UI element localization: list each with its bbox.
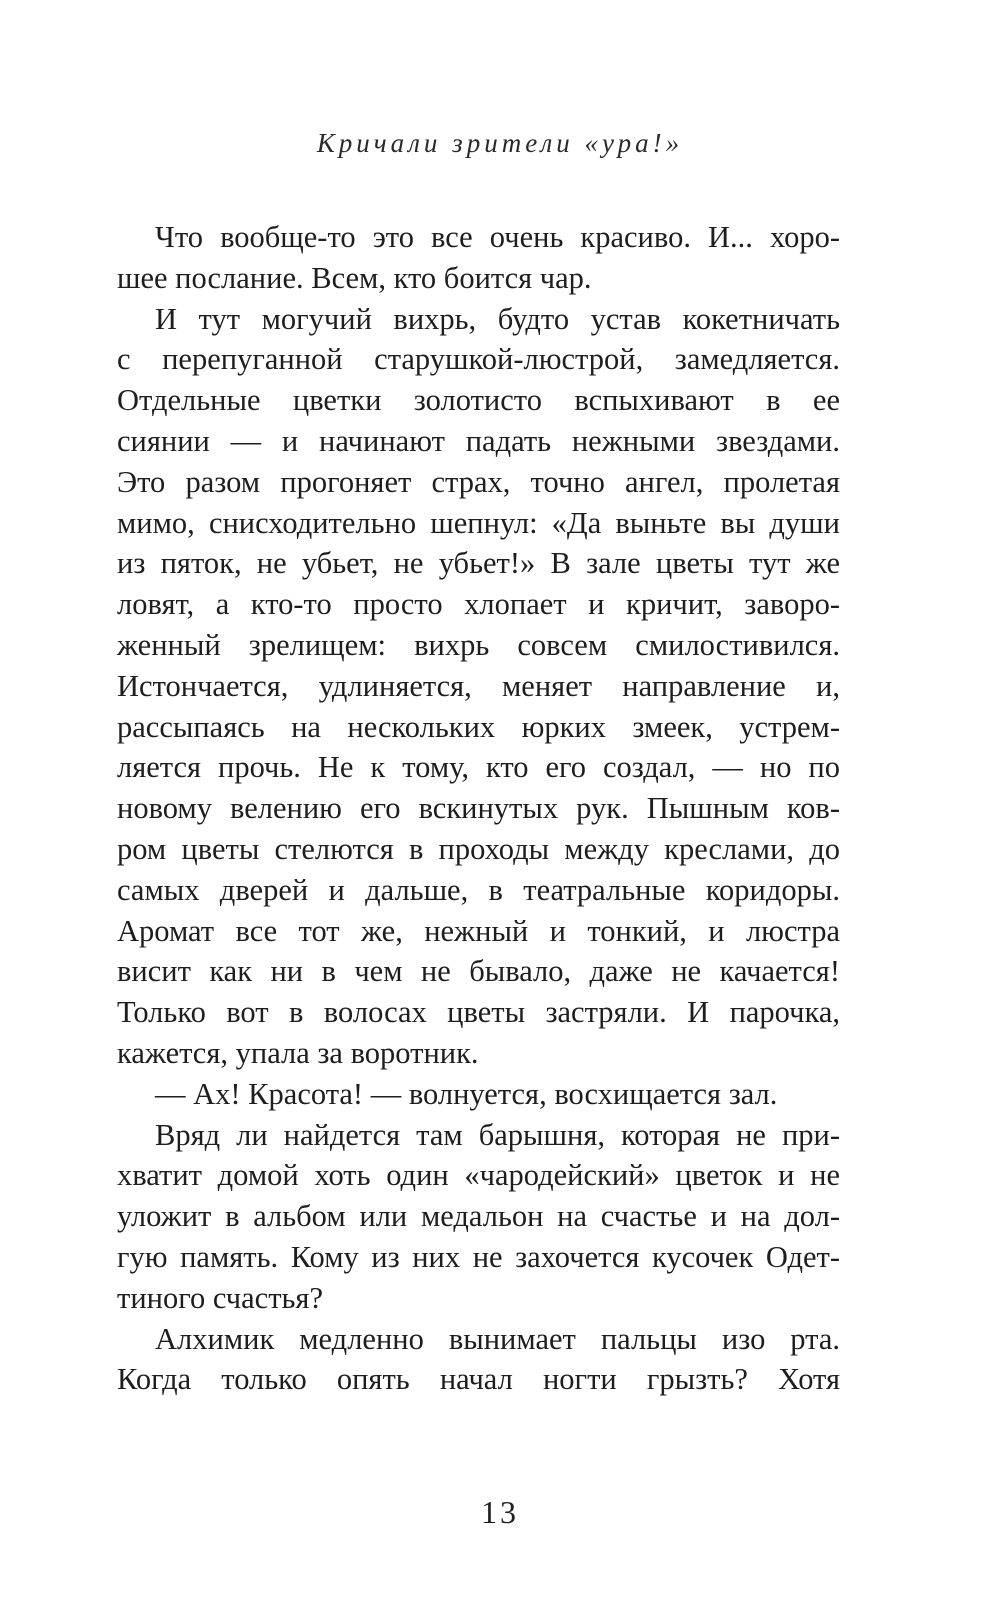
text-line: Истончается, удлиняется, меняет направление и, [117,668,840,703]
text-line: Только вот в волосах цветы застряли. И парочка, [117,995,840,1030]
text-line: Отдельные цветки золотисто вспыхивают в ее [117,383,840,418]
text-line: Это разом прогоняет страх, точно ангел, пролетая [117,464,840,499]
text-line: шее послание. Всем, кто боится чар. [117,260,592,295]
text-line: — Ах! Красота! — волнуется, восхищается зал. [155,1076,778,1111]
text-line: Что вообще-то это все очень красиво. И... хоро- [155,220,840,254]
text-line: с перепуганной старушкой-люстрой, замедляется. [117,342,840,377]
text-line: хватит домой хоть один «чародейский» цветок и не [117,1158,840,1193]
text-line: ром цветы стелются в проходы между креслами, до [117,831,840,866]
body-text [117,217,840,1400]
text-line: Когда только опять начал ногти грызть? Хотя [117,1362,840,1397]
text-line: из пяток, не убьет, не убьет!» В зале цветы тут же [117,546,840,581]
text-line: новому велению его вскинутых рук. Пышным ков- [117,791,840,826]
text-line: рассыпаясь на нескольких юрких змеек, устрем- [117,709,840,744]
text-line: сиянии — и начинают падать нежными звездами. [117,423,840,458]
page-number: 13 [481,1494,519,1530]
text-line: тиного счастья? [117,1280,323,1315]
text-line: самых дверей и дальше, в театральные коридоры. [117,872,840,907]
text-line: кажется, упала за воротник. [117,1035,479,1070]
text-line: ловят, а кто-то просто хлопает и кричит, заворо- [117,587,840,622]
text-line: И тут могучий вихрь, будто устав кокетничать [155,301,840,336]
text-line: Алхимик медленно вынимает пальцы изо рта. [155,1321,840,1356]
text-line: Вряд ли найдется там барышня, которая не при- [155,1117,840,1152]
text-line: ляется прочь. Не к тому, кто его создал, — но по [117,750,840,785]
text-line: женный зрелищем: вихрь совсем смилостивился. [117,627,840,662]
text-line: уложит в альбом или медальон на счастье и на дол- [117,1199,840,1234]
text-line: висит как ни в чем не бывало, даже не качается! [117,954,840,989]
text-line: гую память. Кому из них не захочется кусочек Одет- [117,1239,840,1274]
running-head: Кричали зрители «ура!» [316,128,684,158]
text-line: мимо, снисходительно шепнул: «Да выньте вы души [117,505,840,540]
text-line: Аромат все тот же, нежный и тонкий, и люстра [117,913,840,948]
